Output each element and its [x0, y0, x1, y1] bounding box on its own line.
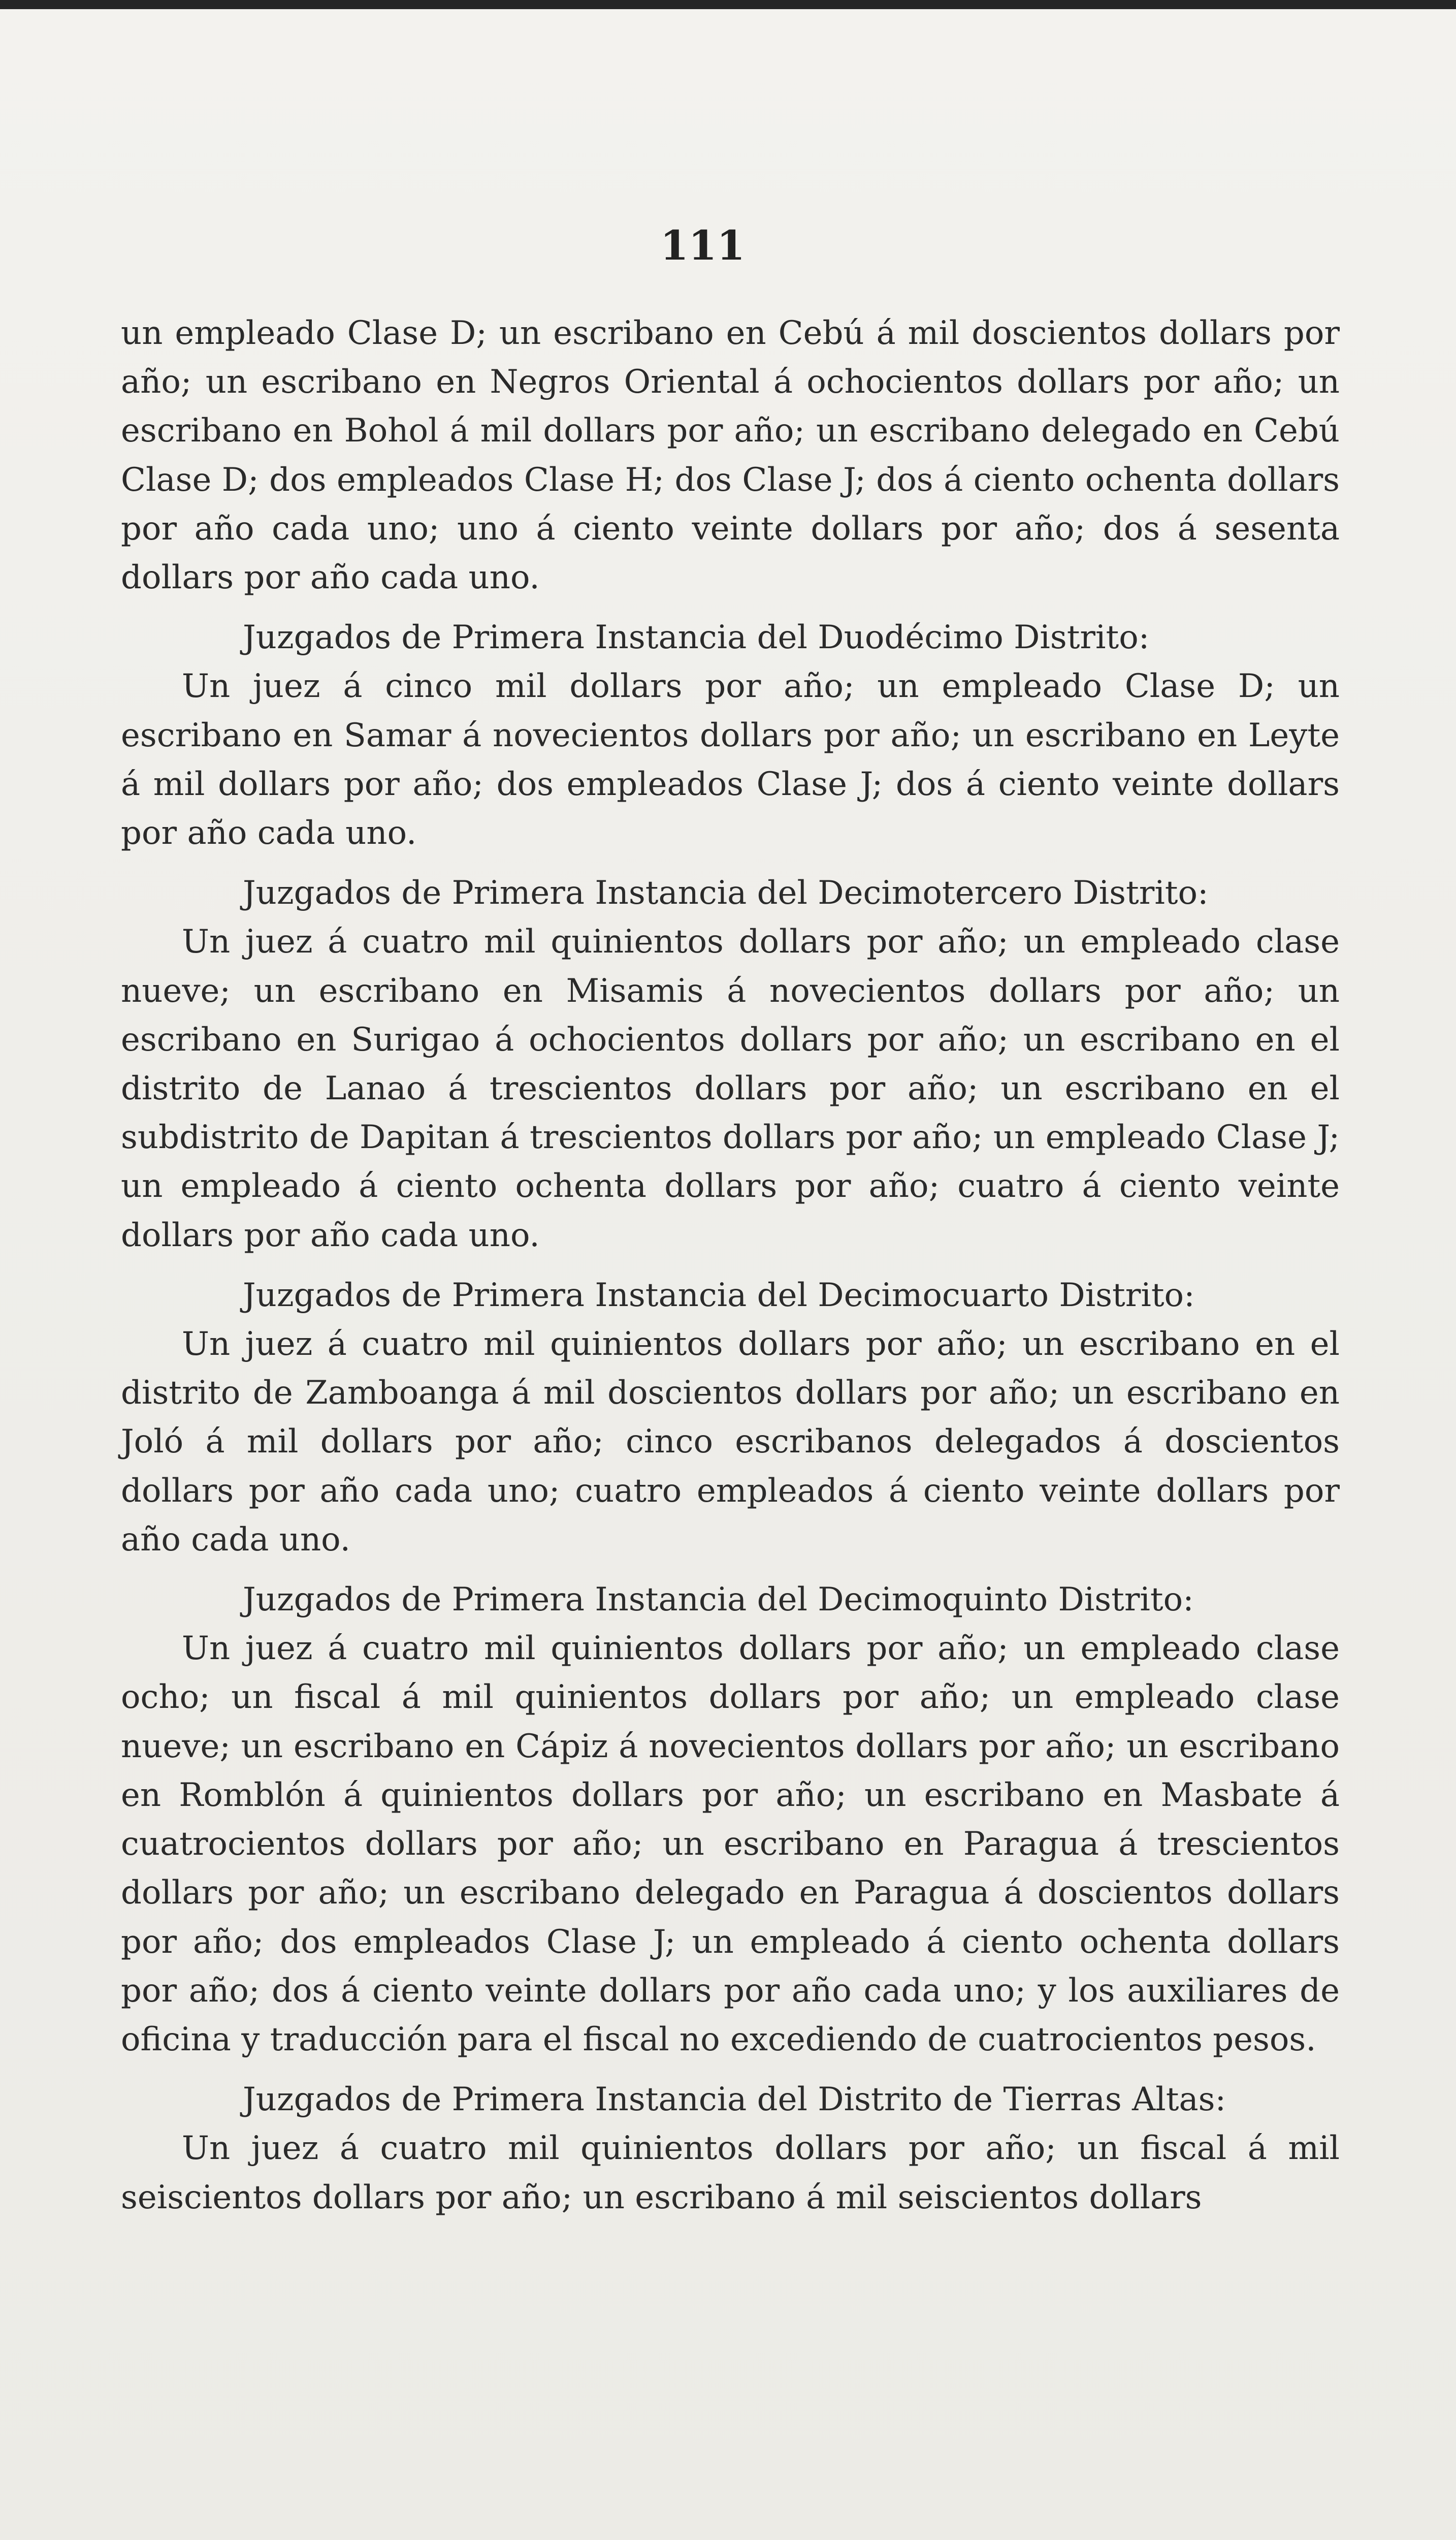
document-page	[0, 9, 1456, 2540]
section-heading-decimotercero: Juzgados de Primera Instancia del Decimotercero Distrito:	[243, 874, 1209, 912]
section-heading-duodecimo: Juzgados de Primera Instancia del Duodécimo Distrito:	[243, 619, 1150, 657]
section-heading-decimocuarto: Juzgados de Primera Instancia del Decimocuarto Distrito:	[243, 1276, 1195, 1314]
paragraph-decimocuarto: Un juez á cuatro mil quinientos dollars por año; un escribano en el distrito de Zamboanga á mil doscientos dollars por año; un escribano en Joló á mil dollars por año; cinco escribanos delegados á doscientos dollars por año cada uno; cuatro empleados á ciento veinte dollars por año cada uno.	[121, 1325, 1340, 1559]
body-text	[121, 309, 1340, 2222]
section-heading-tierras-altas: Juzgados de Primera Instancia del Distrito de Tierras Altas:	[243, 2081, 1226, 2119]
section-heading-decimoquinto: Juzgados de Primera Instancia del Decimoquinto Distrito:	[243, 1581, 1194, 1619]
paragraph-continuation: un empleado Clase D; un escribano en Cebú á mil doscientos dollars por año; un escribano en Negros Oriental á ochocientos dollars por año; un escribano en Bohol á mil dollars por año; un escribano delegado en Cebú Clase D; dos empleados Clase H; dos Clase J; dos á ciento ochenta dollars por año cada uno; uno á ciento veinte dollars por año; dos á sesenta dollars por año cada uno.	[121, 314, 1340, 597]
paragraph-duodecimo: Un juez á cinco mil dollars por año; un empleado Clase D; un escribano en Samar á novecientos dollars por año; un escribano en Leyte á mil dollars por año; dos empleados Clase J; dos á ciento veinte dollars por año cada uno.	[121, 668, 1340, 852]
page-number: 111	[660, 221, 745, 269]
paragraph-decimotercero: Un juez á cuatro mil quinientos dollars por año; un empleado clase nueve; un escribano en Misamis á novecientos dollars por año; un escribano en Surigao á ochocientos dollars por año; un escribano en el distrito de Lanao á trescientos dollars por año; un escribano en el subdistrito de Dapitan á trescientos dollars por año; un empleado Clase J; un empleado á ciento ochenta dollars por año; cuatro á ciento veinte dollars por año cada uno.	[121, 923, 1340, 1254]
paragraph-decimoquinto: Un juez á cuatro mil quinientos dollars por año; un empleado clase ocho; un fiscal á mil quinientos dollars por año; un empleado clase nueve; un escribano en Cápiz á novecientos dollars por año; un escribano en Romblón á quinientos dollars por año; un escribano en Masbate á cuatrocientos dollars por año; un escribano en Paragua á trescientos dollars por año; un escribano delegado en Paragua á doscientos dollars por año; dos empleados Clase J; un empleado á ciento ochenta dollars por año; dos á ciento veinte dollars por año cada uno; y los auxiliares de oficina y traducción para el fiscal no excediendo de cuatrocientos pesos.	[121, 1630, 1340, 2058]
paragraph-tierras-altas: Un juez á cuatro mil quinientos dollars por año; un fiscal á mil seiscientos dollars por año; un escribano á mil seiscientos dollars	[121, 2130, 1340, 2216]
